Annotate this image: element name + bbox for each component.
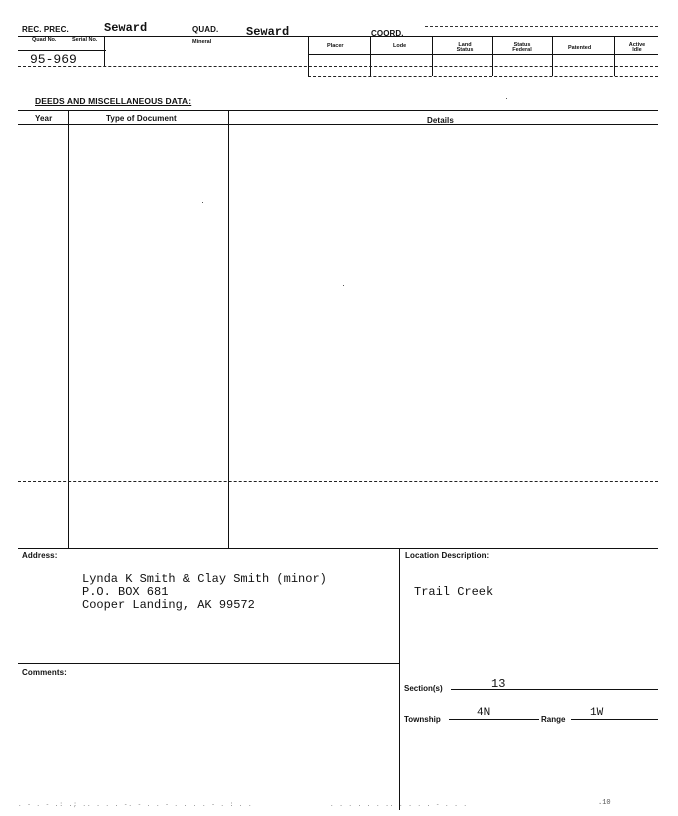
header-row-rule [308, 54, 658, 55]
scan-noise: . . . . . . .. . . . . - . . . [330, 801, 469, 808]
col-divider [370, 36, 371, 76]
address-line-2: P.O. BOX 681 [82, 585, 169, 599]
location-label: Location Description: [405, 551, 490, 560]
range-label: Range [541, 715, 566, 724]
section-label: Section(s) [404, 684, 443, 693]
table-top-rule [18, 36, 658, 37]
quad-label: QUAD. [192, 25, 219, 34]
serial-no-label: Serial No. [72, 37, 98, 43]
col-divider [492, 36, 493, 76]
year-col-divider [68, 110, 69, 548]
form-code: .10 [598, 799, 611, 807]
deeds-section-title: DEEDS AND MISCELLANEOUS DATA: [35, 96, 192, 106]
quad-value: Seward [246, 25, 290, 39]
quad-no-label: Quad No. [32, 37, 57, 43]
lower-divider [399, 548, 400, 810]
patented-label: Patented [568, 45, 592, 51]
lode-label: Lode [393, 43, 407, 49]
details-col-header: Details [427, 116, 454, 125]
section-value: 13 [491, 677, 506, 691]
col-divider [308, 36, 309, 76]
section-underline [451, 689, 658, 690]
land-status-label: Land Status [456, 42, 474, 53]
dashed-row-rule [308, 76, 658, 77]
address-line-1: Lynda K Smith & Clay Smith (minor) [82, 572, 327, 586]
status-federal-label: Status Federal [512, 42, 532, 53]
rec-prec-value: Seward [104, 21, 148, 35]
quad-serial-value: 95-969 [30, 52, 77, 67]
placer-label: Placer [327, 43, 344, 49]
deeds-top-rule [18, 110, 658, 111]
mineral-label: Mineral [192, 39, 212, 45]
col-divider [432, 36, 433, 76]
coord-label: COORD. [371, 29, 404, 38]
address-block [82, 573, 327, 612]
township-value: 4N [477, 707, 491, 719]
type-col-header: Type of Document [106, 114, 177, 123]
active-idle-label: Active Idle [628, 42, 646, 53]
dashed-row-rule [18, 66, 658, 67]
deeds-bottom-rule [18, 548, 658, 549]
year-col-header: Year [35, 114, 53, 123]
quad-serial-rule [18, 50, 106, 51]
col-divider [104, 36, 105, 66]
comments-label: Comments: [22, 668, 67, 677]
col-divider [552, 36, 553, 76]
speck [202, 202, 203, 203]
rec-prec-label: REC. PREC. [22, 25, 69, 34]
deeds-header-rule [18, 124, 658, 125]
scan-noise: . - . - .: .; .. . . . -. - . . - . . . . - . : . . [18, 801, 253, 808]
speck [343, 285, 344, 286]
col-divider [614, 36, 615, 76]
coord-line [425, 26, 658, 27]
type-col-divider [228, 110, 229, 548]
township-label: Township [404, 715, 441, 724]
range-value: 1W [590, 707, 604, 719]
deeds-dashed-rule [18, 481, 658, 482]
comments-top-rule [18, 663, 399, 664]
township-underline [449, 719, 539, 720]
location-value: Trail Creek [414, 585, 494, 599]
address-line-3: Cooper Landing, AK 99572 [82, 598, 255, 612]
range-underline [571, 719, 658, 720]
address-label: Address: [22, 551, 58, 560]
speck [506, 98, 507, 99]
